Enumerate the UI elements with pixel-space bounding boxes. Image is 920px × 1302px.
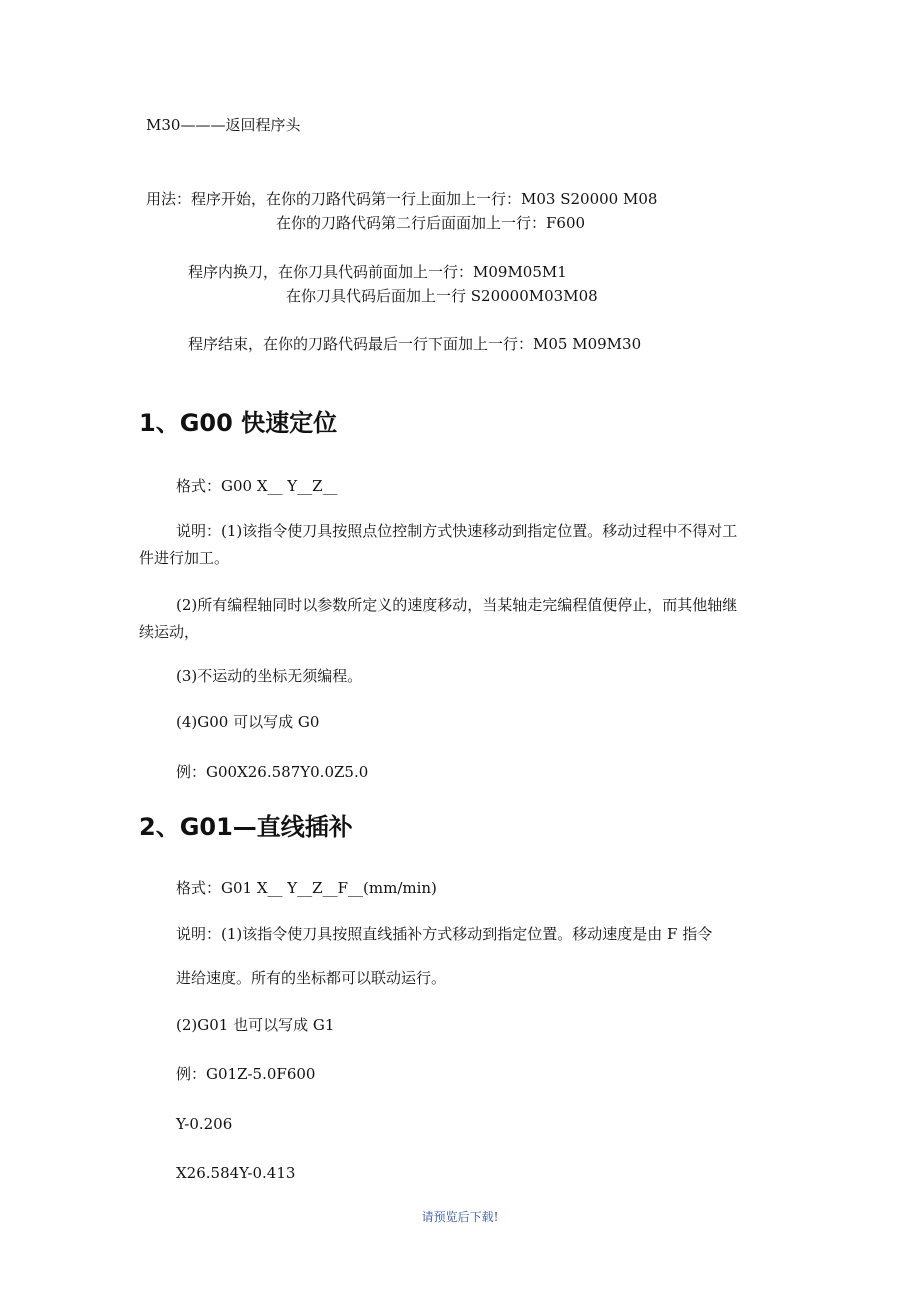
g00-example: 例：G00X26.587Y0.0Z5.0 — [176, 763, 369, 781]
g01-example-1: 例：G01Z-5.0F600 — [176, 1065, 316, 1083]
footer-download-note: 请预览后下载! — [421, 1210, 499, 1224]
g01-format: 格式：G01 X__ Y__Z__F__(mm/min) — [176, 879, 437, 897]
g01-example-2: Y-0.206 — [176, 1115, 233, 1133]
g00-description-1-line-2: 件进行加工。 — [139, 549, 230, 567]
g00-description-2-line-1: (2)所有编程轴同时以参数所定义的速度移动，当某轴走完编程值便停止，而其他轴继 — [176, 596, 738, 614]
toolchange-line-before: 程序内换刀，在你刀具代码前面加上一行：M09M05M1 — [188, 263, 567, 281]
program-end-line: 程序结束，在你的刀路代码最后一行下面加上一行：M05 M09M30 — [188, 335, 642, 353]
usage-line-second: 在你的刀路代码第二行后面面加上一行：F600 — [276, 214, 586, 232]
g01-description-1-line-2: 进给速度。所有的坐标都可以联动运行。 — [176, 969, 447, 987]
g00-description-2-line-2: 续运动， — [139, 623, 200, 641]
g01-description-2: (2)G01 也可以写成 G1 — [176, 1016, 335, 1034]
g01-description-1-line-1: 说明：(1)该指令使刀具按照直线插补方式移动到指定位置。移动速度是由 F 指令 — [176, 925, 713, 943]
toolchange-line-after: 在你刀具代码后面加上一行 S20000M03M08 — [286, 287, 598, 305]
m30-description: M30———返回程序头 — [146, 116, 301, 134]
g01-example-3: X26.584Y-0.413 — [176, 1164, 296, 1182]
section-heading-g00: 1、G00 快速定位 — [139, 409, 338, 437]
g00-description-1-line-1: 说明：(1)该指令使刀具按照点位控制方式快速移动到指定位置。移动过程中不得对工 — [176, 522, 738, 540]
g00-format: 格式：G00 X__ Y__Z__ — [176, 477, 338, 495]
section-heading-g01: 2、G01—直线插补 — [139, 813, 353, 841]
g00-description-4: (4)G00 可以写成 G0 — [176, 713, 320, 731]
usage-line-start: 用法：程序开始，在你的刀路代码第一行上面加上一行：M03 S20000 M08 — [146, 190, 658, 208]
g00-description-3: (3)不运动的坐标无须编程。 — [176, 667, 363, 685]
